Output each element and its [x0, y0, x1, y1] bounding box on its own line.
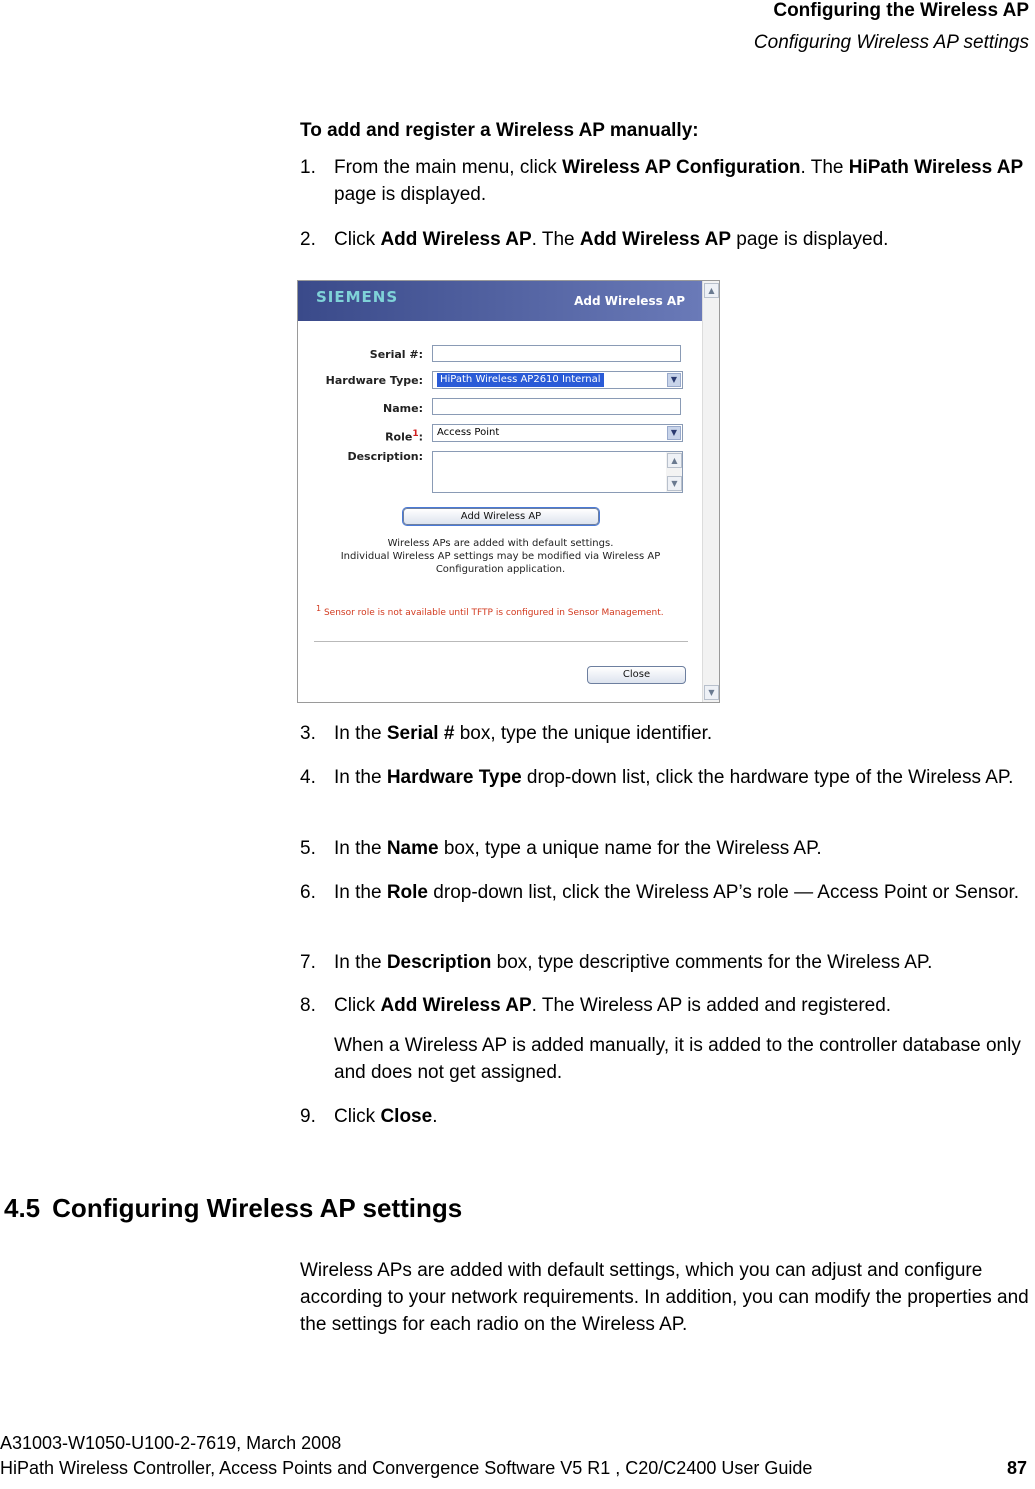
scroll-up-icon[interactable]: ▲ [667, 453, 682, 468]
scroll-down-icon[interactable]: ▼ [667, 476, 682, 491]
step-number: 5. [300, 838, 316, 859]
step-4: 4. In the Hardware Type drop-down list, click the hardware type of the Wireless AP. [300, 764, 1032, 791]
procedure-title: To add and register a Wireless AP manually: [300, 120, 699, 141]
ui-term: Wireless AP Configuration [562, 157, 801, 178]
close-button[interactable]: Close [587, 666, 686, 684]
step-2: 2. Click Add Wireless AP. The Add Wireless AP page is displayed. [300, 226, 1032, 253]
running-header-title: Configuring the Wireless AP [773, 0, 1029, 21]
scroll-up-icon[interactable]: ▲ [704, 283, 719, 298]
step-6: 6. In the Role drop-down list, click the Wireless AP’s role — Access Point or Sensor. [300, 879, 1032, 906]
page-banner [298, 281, 703, 321]
chevron-down-icon[interactable]: ▼ [667, 373, 681, 387]
add-wireless-ap-screenshot [297, 280, 720, 703]
info-line: Configuration application. [435, 564, 566, 575]
textarea-scrollbar[interactable] [666, 452, 682, 492]
scroll-down-icon[interactable]: ▼ [704, 685, 719, 700]
description-textarea[interactable] [432, 451, 683, 493]
ui-term: Add Wireless AP [380, 995, 532, 1016]
vertical-scrollbar[interactable] [702, 281, 719, 702]
step-number: 8. [300, 995, 316, 1016]
banner-title: Add Wireless AP [574, 294, 685, 308]
section-number: 4.5 [4, 1193, 41, 1223]
step-7: 7. In the Description box, type descriptive comments for the Wireless AP. [300, 949, 1032, 976]
description-label: Description: [347, 450, 423, 463]
footnote: $^1$ Sensor role is not available until TFTP is configured in Sensor Management. [316, 604, 664, 618]
add-wireless-ap-button[interactable]: Add Wireless AP [403, 508, 599, 525]
info-line: Wireless APs are added with default settings. [387, 538, 614, 549]
ui-term: Role [386, 882, 429, 903]
footer-doc-title: HiPath Wireless Controller, Access Points and Convergence Software V5 R1 , C20/C2400 User Guide [0, 1458, 813, 1478]
ui-term: Close [380, 1106, 433, 1127]
ui-term: Hardware Type [386, 767, 522, 788]
step-number: 6. [300, 882, 316, 903]
ui-term: Add Wireless AP [579, 229, 732, 250]
ui-term: Description [386, 952, 492, 973]
step-1: 1. From the main menu, click Wireless AP Configuration. The HiPath Wireless AP page is displayed. [300, 154, 1032, 208]
running-header-subtitle: Configuring Wireless AP settings [753, 32, 1029, 53]
chevron-down-icon[interactable]: ▼ [667, 426, 681, 440]
ui-term: Add Wireless AP [380, 229, 532, 250]
step-number: 2. [300, 229, 316, 250]
name-input[interactable] [432, 398, 681, 415]
ui-term: Name [386, 838, 439, 859]
step-number: 7. [300, 952, 316, 973]
role-select[interactable]: Access Point ▼ [432, 424, 683, 442]
role-label: Role$^1$: [385, 429, 423, 444]
step-5: 5. In the Name box, type a unique name for the Wireless AP. [300, 835, 1032, 862]
step-8-note: When a Wireless AP is added manually, it is added to the controller database only and does not get assigned. [334, 1035, 1021, 1083]
step-3: 3. In the Serial # box, type the unique identifier. [300, 720, 1032, 747]
serial-input[interactable] [432, 345, 681, 362]
siemens-logo: SIEMENS [316, 288, 399, 306]
page-number: 87 [1006, 1458, 1027, 1478]
step-number: 9. [300, 1106, 316, 1127]
serial-label: Serial #: [369, 348, 423, 361]
ui-term: Serial # [386, 723, 455, 744]
divider [314, 641, 688, 642]
section-title-text: Configuring Wireless AP settings [52, 1193, 463, 1223]
name-label: Name: [383, 402, 423, 415]
step-8: 8. Click Add Wireless AP. The Wireless AP is added and registered. [300, 992, 1032, 1019]
section-paragraph: Wireless APs are added with default settings, which you can adjust and configure according to your network requirements. In addition, you can modify the properties and the settings for each radio on the Wireless AP. [300, 1260, 1029, 1335]
step-number: 1. [300, 157, 316, 178]
step-number: 4. [300, 767, 316, 788]
step-9: 9. Click Close. [300, 1103, 1032, 1130]
info-line: Individual Wireless AP settings may be modified via Wireless AP [340, 551, 661, 562]
footer-doc-id: A31003-W1050-U100-2-7619, March 2008 [0, 1433, 342, 1453]
hardware-type-select[interactable]: HiPath Wireless AP2610 Internal ▼ [432, 371, 683, 389]
hardware-type-label: Hardware Type: [325, 374, 423, 387]
step-number: 3. [300, 723, 316, 744]
section-heading [4, 1193, 462, 1224]
ui-term: HiPath Wireless AP [848, 157, 1024, 178]
